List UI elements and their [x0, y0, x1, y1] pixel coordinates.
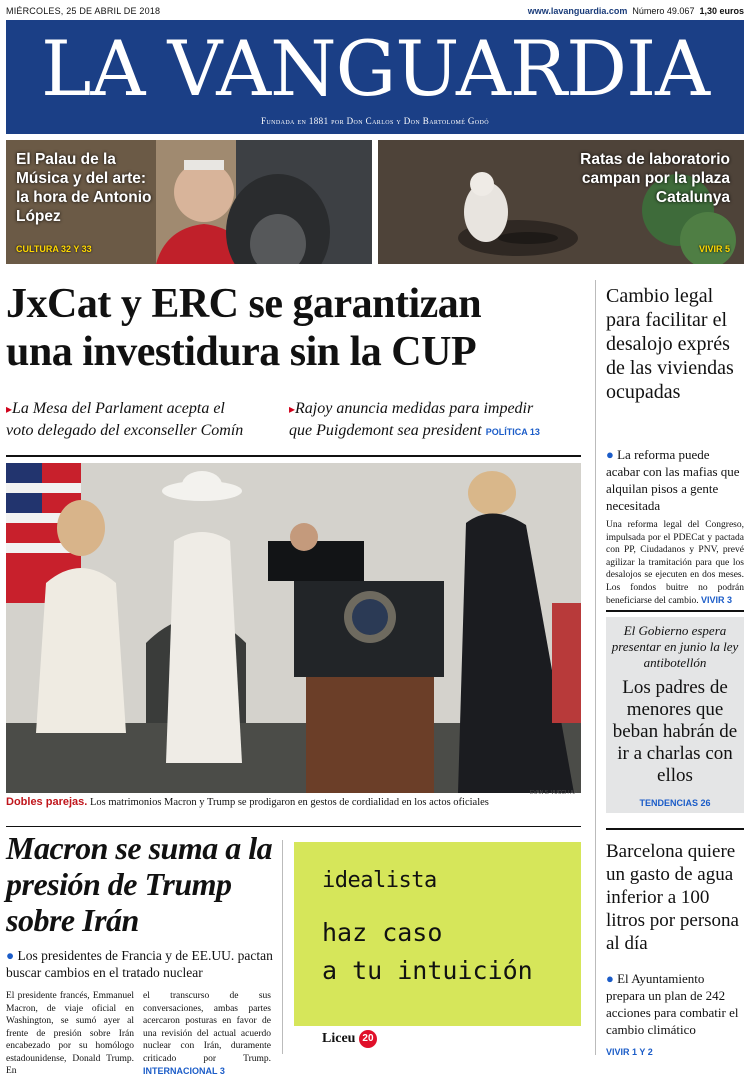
founded-line: Fundada en 1881 por Don Carlos y Don Bartolomé Godó	[260, 116, 490, 126]
ad-line-2: a tu intuición	[322, 956, 533, 985]
lead-sub-left-1: La Mesa del Parlament acepta el	[12, 400, 225, 417]
red-triangle-icon: ▸	[6, 402, 13, 416]
column-divider	[282, 840, 283, 1054]
ad-line-1: haz caso	[322, 918, 443, 947]
barcelona-section-wrap	[606, 1042, 653, 1060]
barcelona-bullet-text: El Ayuntamiento prepara un plan de 242 acciones para combatir el cambio climático	[606, 971, 739, 1037]
lead-sub-right-section: POLÍTICA 13	[485, 427, 540, 437]
side-story-bullet-text: La reforma puede acabar con las mafias que alquilan pisos a gente necesitada	[606, 447, 740, 513]
promo-vivir-text: Ratas de laboratorio campan por la plaza Catalunya	[580, 151, 730, 206]
caption-text: Los matrimonios Macron y Trump se prodigaron en gestos de cordialidad en los actos oficiales	[89, 797, 489, 808]
bullet-icon: ●	[606, 971, 614, 986]
bullet-icon: ●	[606, 447, 614, 462]
side-story-body	[606, 519, 744, 608]
newspaper-logo: LA VANGUARDIA	[41, 24, 709, 113]
promo-culture[interactable]	[6, 140, 372, 264]
antibotellon-intro: El Gobierno espera presentar en junio la ley antibotellón	[611, 623, 739, 670]
top-bar	[6, 4, 744, 18]
promo-culture-text: El Palau de la Música y del arte: la hora de Antonio López	[16, 151, 152, 225]
barcelona-bullet	[606, 970, 744, 1038]
lead-sub-right-1: Rajoy anuncia medidas para impedir	[295, 400, 534, 417]
promo-vivir-section: VIVIR 5	[698, 244, 730, 254]
column-divider	[595, 280, 596, 1055]
divider	[6, 455, 581, 457]
issue-price: 1,30 euros	[699, 6, 744, 16]
antibotellon-box[interactable]	[606, 617, 744, 813]
ad-brand: idealista	[322, 868, 437, 893]
main-photo[interactable]	[6, 463, 581, 793]
antibotellon-section: TENDENCIAS 26	[639, 798, 711, 808]
promo-vivir[interactable]	[378, 140, 744, 264]
idealista-ad[interactable]	[294, 842, 581, 1026]
lead-sub-right-2: que Puigdemont sea president	[289, 422, 482, 439]
red-triangle-icon: ▸	[289, 402, 296, 416]
barcelona-section: VIVIR 1 Y 2	[606, 1047, 653, 1057]
lead-headline-line1: JxCat y ERC se garantizan	[6, 281, 482, 327]
photo-credit: EVAN S. VUCCI / AP	[530, 790, 577, 796]
macron-section: INTERNACIONAL 3	[143, 1066, 225, 1076]
white-house-photo-illustration	[6, 463, 581, 793]
issue-number: Número 49.067	[632, 6, 695, 16]
liceu-badge: 20	[359, 1030, 377, 1048]
liceu-name: Liceu	[322, 1031, 356, 1047]
lead-sub-left-2: voto delegado del exconseller Comín	[6, 422, 244, 439]
side-story-headline[interactable]: Cambio legal para facilitar el desalojo exprés de las viviendas ocupadas	[606, 285, 734, 403]
barcelona-headline[interactable]: Barcelona quiere un gasto de agua inferior a 100 litros por persona al día	[606, 841, 739, 954]
macron-column-2	[143, 990, 271, 1079]
side-story-bullet	[606, 446, 744, 514]
lead-sub-right[interactable]	[289, 398, 581, 443]
divider	[6, 826, 581, 827]
masthead	[6, 20, 744, 134]
lead-headline[interactable]	[6, 280, 581, 376]
site-url[interactable]: www.lavanguardia.com	[527, 6, 628, 16]
issue-info	[528, 6, 744, 16]
antibotellon-headline: Los padres de menores que beban habrán de ir a charlas con ellos	[612, 677, 738, 786]
issue-date: MIÉRCOLES, 25 DE ABRIL DE 2018	[6, 6, 161, 16]
macron-column-1: El presidente francés, Emmanuel Macron, de viaje oficial en Washington, se sumó ayer al frente de presión sobre Irán encabezado por su homólogo estadounidense, Donald Trump. En	[6, 991, 134, 1076]
lead-sub-left[interactable]	[6, 398, 286, 441]
divider	[606, 610, 744, 612]
divider	[606, 828, 744, 830]
macron-bullet-text: Los presidentes de Francia y de EE.UU. pactan buscar cambios en el tratado nuclear	[6, 948, 273, 980]
promo-culture-section: CULTURA 32 Y 33	[16, 244, 92, 254]
liceu-ad[interactable]	[322, 1030, 377, 1048]
side-story-section: VIVIR 3	[700, 595, 732, 605]
photo-caption	[6, 796, 581, 808]
caption-lead: Dobles parejas.	[6, 796, 88, 808]
macron-bullet	[6, 947, 276, 981]
lead-headline-line2: una investidura sin la CUP	[6, 329, 477, 375]
side-story-body-text: Una reforma legal del Congreso, impulsada por el PDECat y pactada con PP, Ciudadanos y PNV, prevé agilizar la tramitación para que los desalojos se ejecuten en dos meses. Los fondos buitre no podrán beneficiarse del cambio.	[606, 520, 744, 606]
macron-column-2-text: el transcurso de sus conversaciones, ambas partes acercaron posturas en favor de una revisión del actual acuerdo nuclear con Irán, duramente criticado por Trump.	[143, 991, 271, 1064]
bullet-icon: ●	[6, 948, 15, 963]
macron-headline[interactable]: Macron se suma a la presión de Trump sobre Irán	[6, 830, 273, 938]
